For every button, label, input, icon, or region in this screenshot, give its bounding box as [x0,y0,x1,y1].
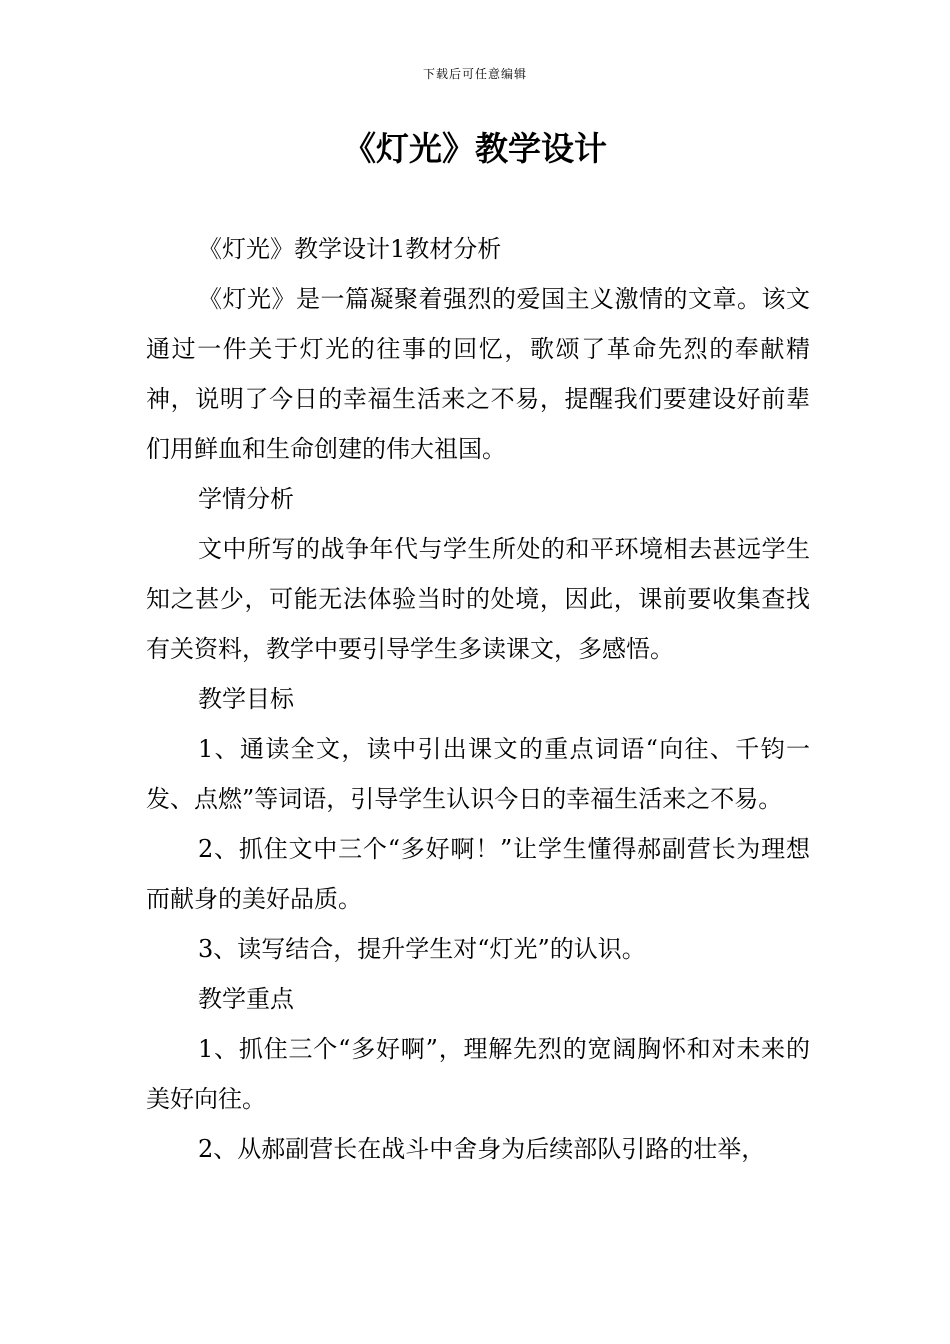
paragraph-list-item: 2、从郝副营长在战斗中舍身为后续部队引路的壮举， [198,1135,766,1163]
paragraph-list-item: 3、读写结合，提升学生对“灯光”的认识。 [198,935,646,963]
document-body [146,224,810,1174]
paragraph-section-heading: 《灯光》教学设计1教材分析 [198,235,502,263]
paragraph-list-item: 1、通读全文，读中引出课文的重点词语“向往、千钧一发、点燃”等词语，引导学生认识今日的幸福生活来之不易。 [146,735,810,813]
paragraph-text: 《灯光》是一篇凝聚着强烈的爱国主义激情的文章。该文通过一件关于灯光的往事的回忆，歌颂了革命先烈的奉献精神，说明了今日的幸福生活来之不易，提醒我们要建设好前辈们用鲜血和生命创建的伟大祖国。 [146,285,810,463]
paragraph-section-heading: 学情分析 [198,485,294,513]
header-note: 下载后可任意编辑 [422,67,527,81]
document-title: 《灯光》教学设计 [343,129,607,168]
paragraph-section-heading: 教学目标 [198,685,294,713]
paragraph-section-heading: 教学重点 [198,985,294,1013]
paragraph-text: 文中所写的战争年代与学生所处的和平环境相去甚远学生知之甚少，可能无法体验当时的处境，因此，课前要收集查找有关资料，教学中要引导学生多读课文，多感悟。 [146,535,810,663]
paragraph-list-item: 1、抓住三个“多好啊”，理解先烈的宽阔胸怀和对未来的美好向往。 [146,1035,810,1113]
paragraph-list-item: 2、抓住文中三个“多好啊！”让学生懂得郝副营长为理想而献身的美好品质。 [146,835,810,913]
